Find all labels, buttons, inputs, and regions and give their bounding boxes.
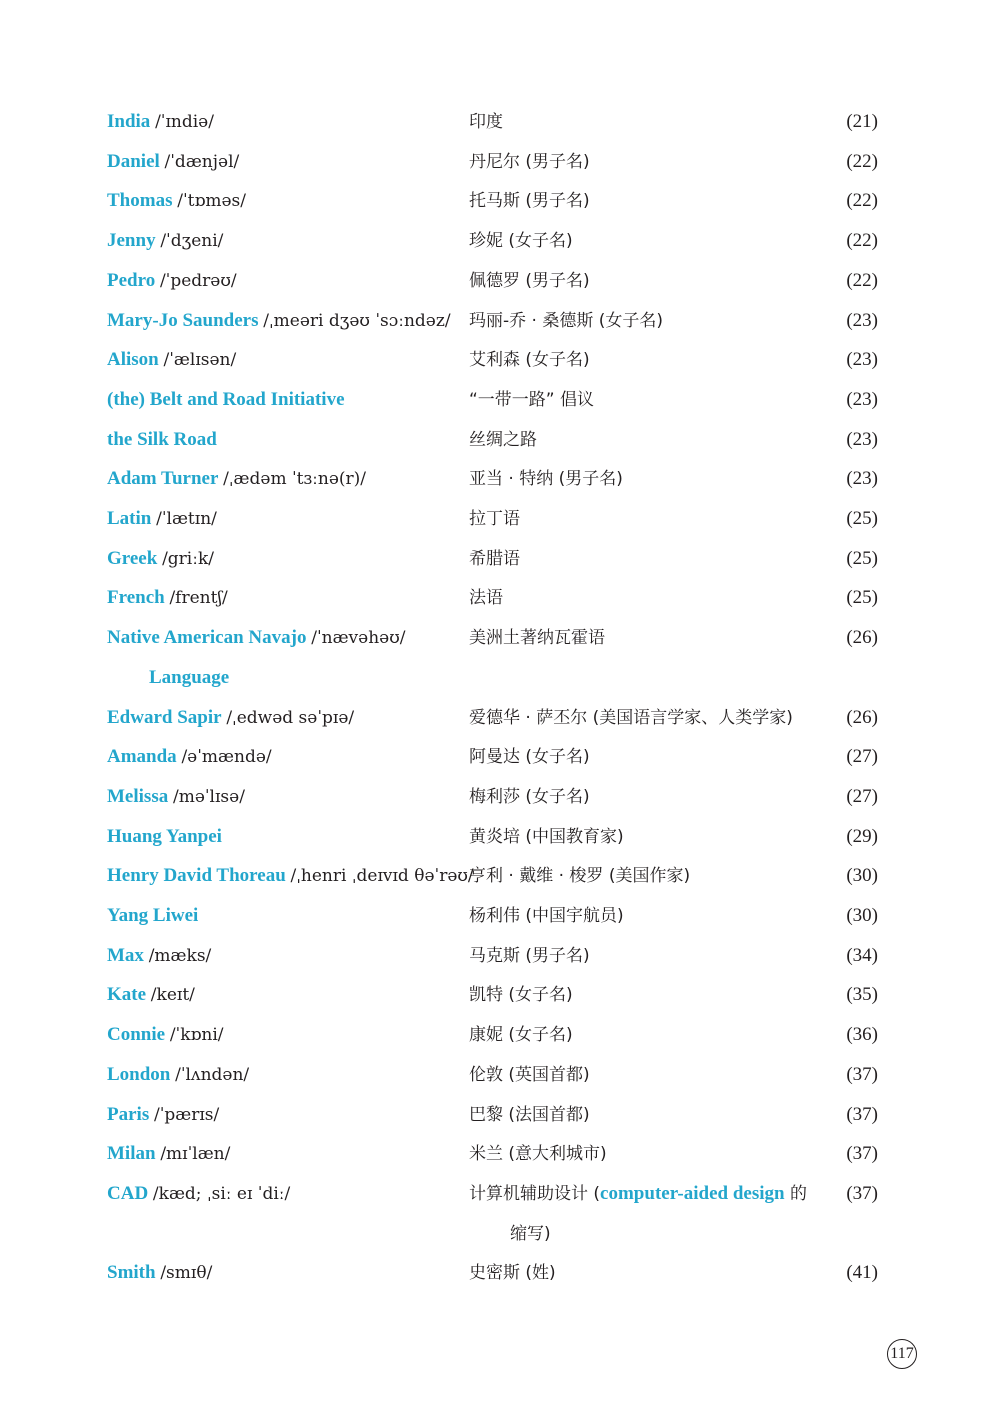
- glossary-row: [0, 698, 1000, 738]
- term-word: Henry David Thoreau: [107, 865, 286, 887]
- chinese-meaning-text: 伦敦 (英国首都): [469, 1064, 590, 1085]
- term-phonetic: /məˈlɪsə/: [172, 786, 245, 807]
- unit-number: (21): [846, 111, 878, 132]
- term: [107, 539, 214, 579]
- term-word: Language: [149, 666, 230, 688]
- term: [107, 698, 354, 738]
- term-phonetic: /ˌedwəd səˈpɪə/: [226, 707, 355, 728]
- term-word: Kate: [107, 984, 147, 1006]
- chinese-meaning: [469, 1134, 607, 1174]
- chinese-meaning-text: 缩写): [510, 1223, 551, 1244]
- page-number: 117: [887, 1339, 917, 1369]
- term: [107, 1015, 224, 1055]
- term-word: Thomas: [107, 190, 173, 212]
- unit-number: (25): [846, 547, 878, 569]
- term-word: Paris: [107, 1103, 150, 1125]
- chinese-meaning: [469, 1174, 807, 1214]
- chinese-meaning: [469, 181, 590, 221]
- chinese-meaning: [469, 737, 590, 777]
- chinese-meaning-text: 法语: [469, 588, 503, 609]
- term-phonetic: /ˌædəm ˈtɜːnə(r)/: [223, 469, 366, 490]
- unit-number: (41): [846, 1262, 878, 1284]
- chinese-meaning-text: 黄炎培 (中国教育家): [469, 826, 624, 847]
- term: [107, 737, 272, 777]
- glossary-row: [0, 658, 1000, 698]
- chinese-meaning: [469, 380, 594, 420]
- chinese-meaning-text: 史密斯 (姓): [469, 1263, 556, 1284]
- chinese-meaning-suffix: 的: [784, 1183, 807, 1204]
- glossary-row: [0, 1055, 1000, 1095]
- chinese-meaning-text: “一带一路” 倡议: [469, 389, 595, 410]
- glossary-row: [0, 301, 1000, 341]
- unit-number: (22): [846, 190, 878, 212]
- term-phonetic: /griːk/: [162, 548, 214, 569]
- glossary-row: [0, 578, 1000, 618]
- term-phonetic: /keɪt/: [150, 985, 195, 1006]
- term-word: Native American Navajo: [107, 627, 307, 649]
- chinese-meaning-text: 美洲土著纳瓦霍语: [469, 628, 605, 649]
- term-phonetic: /frentʃ/: [169, 588, 228, 609]
- term: [107, 1134, 230, 1174]
- term-phonetic: /ˌhenri ˌdeɪvɪd θəˈrəʊ/: [290, 866, 474, 887]
- term: [107, 499, 217, 539]
- chinese-meaning: [469, 777, 590, 817]
- chinese-meaning-text: 艾利森 (女子名): [469, 350, 590, 371]
- term-word: Huang Yanpei: [107, 825, 222, 847]
- chinese-meaning: [469, 261, 590, 301]
- chinese-meaning-text: 计算机辅助设计 (: [469, 1183, 601, 1204]
- chinese-meaning: [469, 459, 623, 499]
- chinese-meaning-text: 玛丽-乔 · 桑德斯 (女子名): [469, 310, 664, 331]
- term-word: Yang Liwei: [107, 905, 199, 926]
- unit-number: (30): [846, 865, 878, 887]
- unit-number: (26): [846, 706, 878, 728]
- glossary-row: [0, 102, 1000, 142]
- unit-number: (34): [846, 944, 878, 966]
- term-word: CAD: [107, 1182, 149, 1204]
- unit-number: (37): [846, 1103, 878, 1125]
- term-word: Adam Turner: [107, 468, 219, 490]
- chinese-meaning: [469, 817, 624, 857]
- chinese-meaning: [469, 698, 793, 738]
- term-phonetic: /ˈlʌndən/: [175, 1064, 250, 1085]
- unit-number: (23): [846, 468, 878, 490]
- term: [107, 301, 451, 341]
- term: [107, 618, 406, 658]
- term-word: Connie: [107, 1024, 166, 1046]
- chinese-meaning: [469, 975, 573, 1015]
- chinese-meaning: [469, 142, 590, 182]
- chinese-meaning: [469, 102, 503, 142]
- term: [107, 1174, 290, 1214]
- term: [107, 896, 198, 936]
- chinese-meaning: [469, 1095, 590, 1135]
- chinese-meaning-text: 印度: [469, 112, 503, 132]
- chinese-meaning: [469, 1055, 590, 1095]
- term-word: (the) Belt and Road Initiative: [107, 388, 345, 410]
- glossary-row: [0, 737, 1000, 777]
- term-phonetic: /ˈtɒməs/: [177, 191, 246, 212]
- term-word: Pedro: [107, 269, 156, 291]
- term-phonetic: /ˈkɒni/: [169, 1025, 224, 1046]
- glossary-row: [0, 1134, 1000, 1174]
- term-word: Smith: [107, 1262, 156, 1284]
- unit-number: (22): [846, 150, 878, 172]
- unit-number: (26): [846, 627, 878, 649]
- chinese-meaning-text: 阿曼达 (女子名): [469, 747, 590, 768]
- term: [107, 340, 236, 380]
- term: [107, 1095, 219, 1135]
- term: [149, 658, 229, 698]
- glossary-row: [0, 618, 1000, 658]
- term: [107, 1253, 212, 1293]
- unit-number: (22): [846, 230, 878, 252]
- unit-number: (29): [846, 825, 878, 847]
- glossary-row: [0, 221, 1000, 261]
- term-phonetic: /ˌmeəri dʒəʊ ˈsɔːndəz/: [263, 310, 451, 331]
- unit-number: (23): [846, 309, 878, 331]
- unit-number: (25): [846, 587, 878, 609]
- glossary-row: [0, 856, 1000, 896]
- term: [107, 777, 245, 817]
- unit-number: (23): [846, 388, 878, 410]
- unit-number: (37): [846, 1143, 878, 1165]
- term-phonetic: /ˈælɪsən/: [163, 350, 237, 371]
- chinese-meaning: [469, 896, 624, 936]
- term-phonetic: /ˈdænjəl/: [164, 151, 240, 172]
- unit-number: (23): [846, 428, 878, 450]
- term: [107, 261, 237, 301]
- glossary-row: [0, 1214, 1000, 1254]
- term-word: Alison: [107, 349, 159, 371]
- chinese-meaning: [469, 340, 590, 380]
- glossary-row: [0, 1095, 1000, 1135]
- term-word: Mary-Jo Saunders: [107, 309, 259, 331]
- chinese-meaning-text: 丹尼尔 (男子名): [469, 151, 590, 172]
- unit-number: (35): [846, 984, 878, 1006]
- chinese-meaning-text: 梅利莎 (女子名): [469, 786, 590, 807]
- term-word: the Silk Road: [107, 428, 217, 450]
- glossary-row: [0, 936, 1000, 976]
- chinese-meaning: [469, 856, 690, 896]
- term-phonetic: /əˈmændə/: [181, 747, 272, 768]
- chinese-meaning-text: 凯特 (女子名): [469, 985, 573, 1006]
- chinese-meaning: [510, 1214, 551, 1254]
- term: [107, 181, 246, 221]
- chinese-meaning-english: computer-aided design: [600, 1182, 785, 1204]
- chinese-meaning-text: 巴黎 (法国首都): [469, 1104, 590, 1125]
- glossary-row: [0, 499, 1000, 539]
- term-phonetic: /ˈpedrəʊ/: [159, 270, 237, 291]
- unit-number: (25): [846, 508, 878, 529]
- chinese-meaning-text: 珍妮 (女子名): [469, 231, 573, 252]
- unit-number: (27): [846, 785, 878, 807]
- glossary-row: [0, 896, 1000, 936]
- term-word: India: [107, 111, 151, 132]
- chinese-meaning: [469, 936, 590, 976]
- glossary-row: [0, 181, 1000, 221]
- glossary-row: [0, 261, 1000, 301]
- chinese-meaning-text: 托马斯 (男子名): [469, 191, 590, 212]
- unit-number: (23): [846, 349, 878, 371]
- term-word: Latin: [107, 508, 152, 529]
- term-word: Edward Sapir: [107, 706, 222, 728]
- term: [107, 817, 222, 857]
- term: [107, 380, 345, 420]
- term-word: French: [107, 587, 165, 609]
- chinese-meaning: [469, 1015, 573, 1055]
- chinese-meaning-text: 亚当 · 特纳 (男子名): [469, 469, 623, 490]
- term-phonetic: /ˈdʒeni/: [160, 231, 224, 252]
- chinese-meaning: [469, 499, 520, 539]
- term-phonetic: /ˈlætɪn/: [156, 509, 217, 529]
- term: [107, 1055, 249, 1095]
- chinese-meaning-text: 拉丁语: [469, 509, 520, 529]
- chinese-meaning-text: 康妮 (女子名): [469, 1025, 573, 1046]
- term: [107, 102, 214, 142]
- chinese-meaning-text: 米兰 (意大利城市): [469, 1144, 607, 1165]
- chinese-meaning: [469, 420, 537, 460]
- term: [107, 856, 474, 896]
- unit-number: (36): [846, 1024, 878, 1046]
- chinese-meaning: [469, 221, 573, 261]
- chinese-meaning: [469, 1253, 556, 1293]
- unit-number: (27): [846, 746, 878, 768]
- glossary-row: [0, 340, 1000, 380]
- term: [107, 975, 195, 1015]
- term-word: Amanda: [107, 746, 177, 768]
- chinese-meaning-text: 爱德华 · 萨丕尔 (美国语言学家、人类学家): [469, 707, 793, 728]
- term: [107, 459, 366, 499]
- term: [107, 936, 211, 976]
- chinese-meaning: [469, 539, 520, 579]
- term-word: Jenny: [107, 230, 156, 252]
- term-word: Greek: [107, 547, 158, 569]
- glossary-row: [0, 142, 1000, 182]
- glossary-row: [0, 380, 1000, 420]
- term-phonetic: /mɪˈlæn/: [160, 1144, 231, 1165]
- glossary-row: [0, 777, 1000, 817]
- unit-number: (30): [846, 905, 878, 926]
- glossary-row: [0, 539, 1000, 579]
- term-phonetic: /smɪθ/: [160, 1263, 213, 1284]
- chinese-meaning-text: 亨利 · 戴维 · 梭罗 (美国作家): [469, 866, 691, 887]
- term-word: Daniel: [107, 150, 160, 172]
- term: [107, 142, 239, 182]
- glossary-row: [0, 975, 1000, 1015]
- term-phonetic: /ˈpærɪs/: [153, 1104, 220, 1125]
- glossary-row: [0, 459, 1000, 499]
- term-word: Melissa: [107, 785, 169, 807]
- glossary-row: [0, 420, 1000, 460]
- term-phonetic: /mæks/: [148, 945, 212, 966]
- term-phonetic: /ˈnævəhəʊ/: [311, 628, 406, 649]
- glossary-row: [0, 817, 1000, 857]
- term-phonetic: /ˈɪndiə/: [155, 112, 214, 132]
- chinese-meaning: [469, 618, 605, 658]
- term-word: London: [107, 1063, 171, 1085]
- chinese-meaning-text: 马克斯 (男子名): [469, 945, 590, 966]
- unit-number: (22): [846, 269, 878, 291]
- term-word: Max: [107, 944, 144, 966]
- term: [107, 420, 217, 460]
- chinese-meaning-text: 佩德罗 (男子名): [469, 270, 590, 291]
- term: [107, 578, 228, 618]
- unit-number: (37): [846, 1063, 878, 1085]
- glossary-row: [0, 1174, 1000, 1214]
- chinese-meaning-text: 杨利伟 (中国宇航员): [469, 906, 624, 926]
- chinese-meaning: [469, 301, 663, 341]
- chinese-meaning-text: 丝绸之路: [469, 429, 537, 450]
- term-word: Milan: [107, 1143, 156, 1165]
- chinese-meaning: [469, 578, 503, 618]
- chinese-meaning-text: 希腊语: [469, 548, 520, 569]
- glossary-row: [0, 1015, 1000, 1055]
- term: [107, 221, 223, 261]
- glossary-row: [0, 1253, 1000, 1293]
- unit-number: (37): [846, 1182, 878, 1204]
- term-phonetic: /kæd; ˌsiː eɪ ˈdiː/: [152, 1183, 291, 1204]
